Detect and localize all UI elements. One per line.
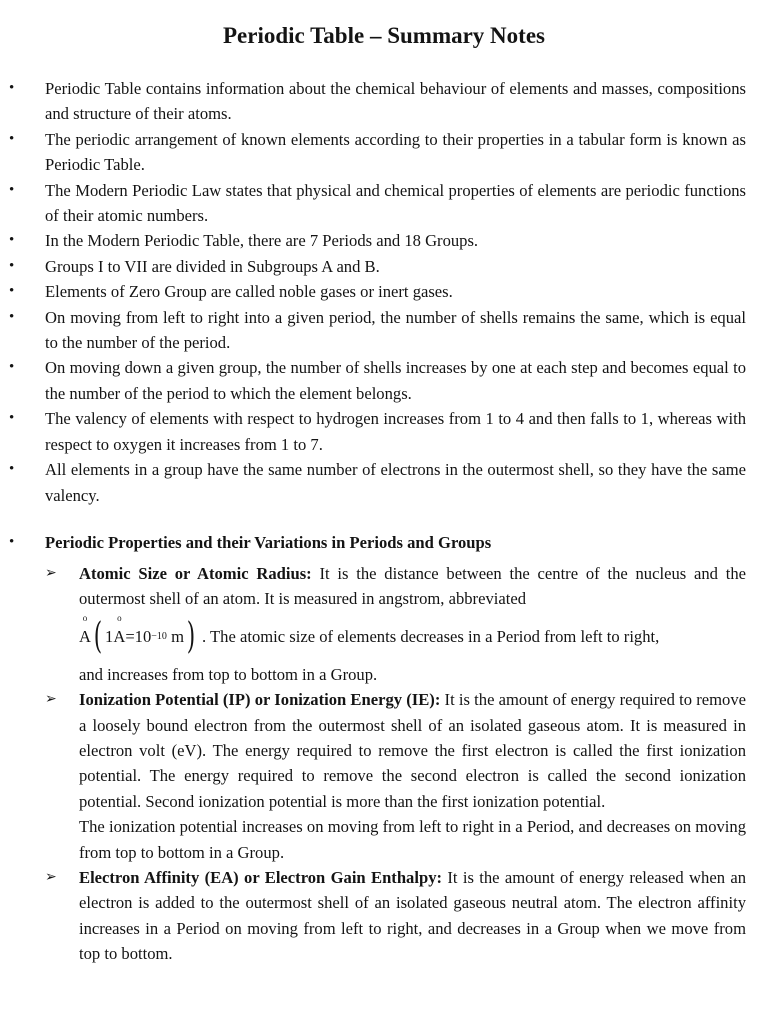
bullet-item: • In the Modern Periodic Table, there are 7 Periods and 18 Groups. — [0, 228, 768, 253]
atomic-size-text-end: and increases from top to bottom in a Group. — [79, 664, 378, 684]
summary-bullet-list — [0, 76, 768, 508]
bullet-dot-icon: • — [9, 257, 15, 274]
bullet-item: • On moving from left to right into a given period, the number of shells remains the same, which is equal to the number of the period. — [0, 305, 768, 356]
bullet-item: • Groups I to VII are divided in Subgroups A and B. — [0, 254, 768, 279]
angstrom-formula: o A ( 1 o A =10 −10 m ) — [79, 619, 198, 655]
bullet-dot-icon: • — [9, 181, 15, 198]
bullet-item: • On moving down a given group, the number of shells increases by one at each step and becomes equal to the number of the period to which the element belongs. — [0, 355, 768, 406]
arrow-bullet-icon: ➢ — [45, 691, 57, 708]
bullet-item: • All elements in a group have the same number of electrons in the outermost shell, so they have the same valency. — [0, 457, 768, 508]
atomic-size-term: Atomic Size or Atomic Radius: — [79, 564, 312, 583]
ionization-text: It is the amount of energy required to remove a loosely bound electron from the outermost shell of an isolated gaseous atom. It is measured in electron volt (eV). The energy required to remove the first electron is called the first ionization potential. The energy required to remove the second electron is called the second ionization potential. Second ionization potential is more than the first ionization potential. — [79, 690, 747, 811]
angstrom-formula-line — [79, 612, 746, 662]
bullet-dot-icon: • — [9, 232, 15, 249]
bullet-dot-icon: • — [9, 283, 15, 300]
bullet-dot-icon: • — [9, 359, 15, 376]
atomic-size-after-formula: . The atomic size of elements decreases in a Period from left to right, — [202, 627, 660, 647]
atomic-size-item — [0, 561, 768, 687]
bullet-dot-icon: • — [9, 130, 15, 147]
bullet-dot-icon: • — [9, 410, 15, 427]
bullet-item: • Periodic Table contains information about the chemical behaviour of elements and masses, compositions and structure of their atoms. — [0, 76, 768, 127]
bullet-dot-icon: • — [9, 534, 15, 550]
ionization-item — [0, 687, 768, 865]
atomic-size-text: It is the distance between the centre of the nucleus and the outermost shell of an atom. It is measured in angstrom, abbreviated — [79, 564, 746, 609]
bullet-dot-icon: • — [9, 461, 15, 478]
periodic-properties-section — [0, 530, 768, 967]
section-heading: • Periodic Properties and their Variations in Periods and Groups — [0, 530, 768, 555]
ionization-term: Ionization Potential (IP) or Ionization Energy (IE): — [79, 690, 441, 710]
ionization-text-2: The ionization potential increases on moving from left to right in a Period, and decreases on moving from top to bottom in a Group. — [79, 817, 746, 862]
arrow-bullet-icon: ➢ — [45, 869, 57, 886]
bullet-item: • The Modern Periodic Law states that physical and chemical properties of elements are periodic functions of their atomic numbers. — [0, 178, 768, 229]
arrow-bullet-icon: ➢ — [45, 565, 57, 581]
electron-affinity-text: It is the amount of energy released when an electron is added to the outermost shell of an isolated gaseous neutral atom. The electron affinity increases in a Period on moving from left to right, and decreases in a Group when we move from top to bottom. — [79, 868, 746, 964]
bullet-dot-icon: • — [9, 308, 15, 325]
bullet-item: • The valency of elements with respect to hydrogen increases from 1 to 4 and then falls to 1, whereas with respect to oxygen it increases from 1 to 7. — [0, 406, 768, 457]
bullet-item: • The periodic arrangement of known elements according to their properties in a tabular form is known as Periodic Table. — [0, 127, 768, 178]
electron-affinity-item — [0, 865, 768, 967]
electron-affinity-term: Electron Affinity (EA) or Electron Gain Enthalpy: — [79, 868, 443, 888]
bullet-dot-icon: • — [9, 80, 15, 96]
page-title: Periodic Table – Summary Notes — [223, 23, 545, 48]
bullet-item: • Elements of Zero Group are called noble gases or inert gases. — [0, 279, 768, 304]
